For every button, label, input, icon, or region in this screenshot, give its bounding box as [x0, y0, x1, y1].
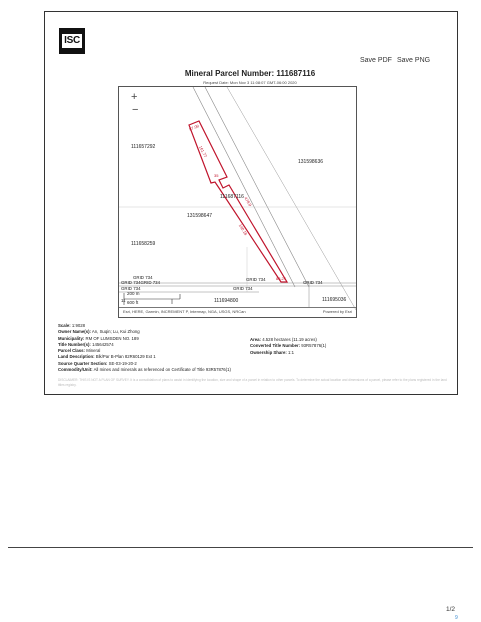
info-row-title-numbers: Title Number(s): 145642574: [58, 341, 114, 347]
parcel-label: 111657292: [131, 144, 156, 150]
grid-label: GRID 734: [133, 275, 153, 280]
info-row-area: Area: 4.528 hectares (11.19 acres): [250, 337, 317, 342]
save-png-link[interactable]: Save PNG: [397, 57, 431, 64]
info-row-parcel-class: Parcel Class: Mineral: [58, 348, 101, 354]
info-row-owners: Owner Name(s): An, Suqin; Lu, Kui Zhong: [58, 329, 140, 335]
page-mark: 9: [455, 615, 458, 621]
info-row-converted-title: Converted Title Number: 93R57876(1): [250, 343, 327, 349]
dimension-label: 478.9: [243, 195, 253, 208]
subject-parcel-outline: [189, 121, 287, 282]
grid-label: GRID 734: [246, 277, 266, 282]
disclaimer-text: DISCLAIMER: THIS IS NOT A PLAN OF SURVEY. It is a consolidation of plans to assist in identifying the location, size and shape of a parcel in relation to other parcels. To determine the actual location and dimensions of a parcel, please refer to the plans registered in the land titles registry.: [58, 378, 447, 387]
grid-label: GRID 734: [121, 286, 141, 291]
parcel-info-left: [58, 323, 231, 373]
scale-feet-label: 600 ft: [127, 300, 139, 305]
frame-bottom-border: [44, 394, 458, 395]
scale-bar: [122, 291, 182, 307]
grid-label: GRID 734GRID 734: [121, 280, 161, 285]
frame-top-border: [44, 11, 458, 12]
parcel-map[interactable]: [118, 86, 357, 318]
road-line-west: [193, 87, 295, 287]
dimension-label: 87.09: [188, 123, 200, 132]
info-row-source-quarter: Source Quarter Section: SE-03-19-20-2: [58, 360, 137, 366]
parcel-label: 111694800: [214, 298, 239, 304]
info-row-ownership-share: Ownership Share: 1:1: [250, 349, 294, 355]
parcel-label: 131598647: [187, 213, 213, 219]
grid-label: 11: [121, 298, 126, 303]
parcel-label: 111658259: [131, 241, 156, 247]
info-row-scale: Scale: 1:9028: [58, 323, 86, 328]
page-number: 1/2: [446, 606, 456, 613]
dimension-label: 140.18: [237, 222, 249, 237]
scale-metres-label: 200 m: [127, 291, 140, 296]
frame-left-border: [44, 11, 45, 394]
isc-logo-text: ISC: [62, 34, 82, 48]
map-footer-divider: [119, 307, 356, 308]
road-line-east: [205, 87, 309, 287]
parcel-label: 111695036: [322, 297, 347, 303]
grid-label: GRID 734: [303, 280, 323, 285]
info-row-commodity: Commodity/Unit: All mines and minerals as referenced on Certificate of Title 93R57876(1): [58, 367, 231, 373]
frame-right-border: [457, 11, 458, 394]
dimension-label: 35: [214, 173, 219, 178]
parcel-info-right: [250, 337, 326, 356]
zoom-out-button[interactable]: −: [132, 104, 139, 116]
info-row-municipality: Municipality: RM OF LUMSDEN NO. 189: [58, 335, 139, 341]
powered-by-esri-link[interactable]: Powered by Esri: [322, 309, 352, 314]
parcel-label: 131598636: [298, 159, 324, 165]
dimension-label: 161.77: [198, 144, 209, 159]
isc-logo: [59, 28, 85, 54]
grid-label: GRID 734: [233, 286, 253, 291]
save-pdf-link[interactable]: Save PDF: [360, 57, 392, 64]
request-date: Request Date: Mon Nov 3 11:08:07 GMT-06:00 2020: [203, 80, 297, 85]
page-divider: [8, 547, 473, 548]
subject-parcel-label: 111687116: [220, 194, 244, 200]
zoom-in-button[interactable]: +: [131, 91, 138, 103]
page-title: Mineral Parcel Number: 111687116: [184, 69, 316, 78]
dimension-label: 88.24: [276, 276, 287, 281]
map-attribution: Esri, HERE, Garmin, INCREMENT P, Intermap, NGA, USGS, NRCan: [123, 309, 246, 314]
info-row-land-description: Land Description: Blk/Par B-Plan 82R60129 Ext 1: [58, 354, 156, 360]
